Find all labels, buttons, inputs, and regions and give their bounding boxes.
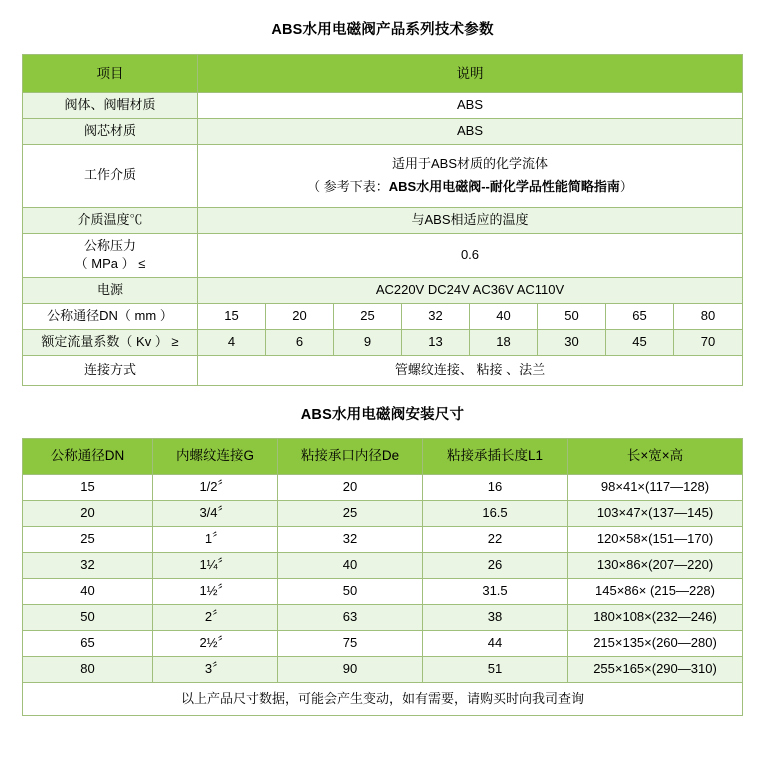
table-row bbox=[23, 500, 743, 526]
dims-cell: 1½〞 bbox=[153, 578, 278, 604]
table-row bbox=[23, 578, 743, 604]
dims-header-dn: 公称通径DN bbox=[23, 438, 153, 474]
dims-cell: 32 bbox=[278, 526, 423, 552]
dims-header-g: 内螺纹连接G bbox=[153, 438, 278, 474]
dn-value: 32 bbox=[402, 303, 470, 329]
dims-cell: 255×165×(290—310) bbox=[568, 656, 743, 682]
dims-cell: 3/4〞 bbox=[153, 500, 278, 526]
table-row bbox=[23, 119, 743, 145]
kv-value: 45 bbox=[606, 329, 674, 355]
row-value-nominal-pressure: 0.6 bbox=[198, 233, 743, 277]
page-title-dims: ABS水用电磁阀安装尺寸 bbox=[300, 406, 465, 423]
dims-cell: 25 bbox=[278, 500, 423, 526]
kv-value: 4 bbox=[198, 329, 266, 355]
dims-cell: 50 bbox=[23, 604, 153, 630]
row-value-media-temp: 与ABS相适应的温度 bbox=[198, 207, 743, 233]
media-line-2-suffix: ） bbox=[619, 178, 633, 194]
dn-value: 80 bbox=[674, 303, 743, 329]
spec-header-desc: 说明 bbox=[198, 55, 743, 93]
kv-value: 30 bbox=[538, 329, 606, 355]
dims-cell: 20 bbox=[278, 474, 423, 500]
row-label-core-material: 阀芯材质 bbox=[23, 119, 198, 145]
table-row-dn bbox=[23, 303, 743, 329]
dims-cell: 20 bbox=[23, 500, 153, 526]
dims-header-l1: 粘接承插长度L1 bbox=[423, 438, 568, 474]
dn-value: 40 bbox=[470, 303, 538, 329]
kv-value: 13 bbox=[402, 329, 470, 355]
table-row bbox=[23, 474, 743, 500]
dn-value: 65 bbox=[606, 303, 674, 329]
dims-cell: 22 bbox=[423, 526, 568, 552]
dimensions-table bbox=[22, 438, 743, 717]
table-row bbox=[23, 656, 743, 682]
dims-footnote: 以上产品尺寸数据，可能会产生变动，如有需要，请购买时向我司查询 bbox=[23, 682, 743, 716]
dims-cell: 2½〞 bbox=[153, 630, 278, 656]
row-label-working-media: 工作介质 bbox=[23, 145, 198, 208]
dims-cell: 103×47×(137—145) bbox=[568, 500, 743, 526]
dims-cell: 1〞 bbox=[153, 526, 278, 552]
spec-header-row bbox=[23, 55, 743, 93]
row-label-connection: 连接方式 bbox=[23, 355, 198, 385]
dims-cell: 65 bbox=[23, 630, 153, 656]
dn-value: 15 bbox=[198, 303, 266, 329]
table-row bbox=[23, 145, 743, 208]
dims-cell: 215×135×(260—280) bbox=[568, 630, 743, 656]
table-row bbox=[23, 207, 743, 233]
dims-cell: 40 bbox=[23, 578, 153, 604]
table-row bbox=[23, 630, 743, 656]
row-label-body-material: 阀体、阀帽材质 bbox=[23, 93, 198, 119]
dims-cell: 1¼〞 bbox=[153, 552, 278, 578]
dims-cell: 25 bbox=[23, 526, 153, 552]
row-value-working-media bbox=[198, 145, 743, 208]
dims-cell: 98×41×(117—128) bbox=[568, 474, 743, 500]
dims-cell: 1/2〞 bbox=[153, 474, 278, 500]
page-title-spec: ABS水用电磁阀产品系列技术参数 bbox=[271, 22, 494, 38]
dims-cell: 44 bbox=[423, 630, 568, 656]
dims-cell: 40 bbox=[278, 552, 423, 578]
dims-cell: 90 bbox=[278, 656, 423, 682]
dims-cell: 16.5 bbox=[423, 500, 568, 526]
dims-cell: 80 bbox=[23, 656, 153, 682]
table-row bbox=[23, 526, 743, 552]
dims-cell: 38 bbox=[423, 604, 568, 630]
media-line-2-prefix: （ 参考下表： bbox=[307, 178, 389, 194]
dims-cell: 63 bbox=[278, 604, 423, 630]
dims-cell: 145×86× (215—228) bbox=[568, 578, 743, 604]
nominal-pressure-line-1: 公称压力 bbox=[83, 237, 136, 253]
table-row bbox=[23, 277, 743, 303]
table-row bbox=[23, 552, 743, 578]
dims-cell: 31.5 bbox=[423, 578, 568, 604]
dims-cell: 3〞 bbox=[153, 656, 278, 682]
dims-cell: 26 bbox=[423, 552, 568, 578]
kv-value: 6 bbox=[266, 329, 334, 355]
media-line-1: 适用于ABS材质的化学流体 bbox=[391, 156, 548, 171]
row-value-body-material: ABS bbox=[198, 93, 743, 119]
row-label-dn: 公称通径DN（ mm ） bbox=[23, 303, 198, 329]
footnote-row bbox=[23, 682, 743, 716]
row-label-media-temp: 介质温度℃ bbox=[23, 207, 198, 233]
row-label-nominal-pressure bbox=[23, 233, 198, 277]
table-row bbox=[23, 233, 743, 277]
dims-cell: 15 bbox=[23, 474, 153, 500]
dims-header-lwh: 长×宽×高 bbox=[568, 438, 743, 474]
row-label-power: 电源 bbox=[23, 277, 198, 303]
row-value-connection: 管螺纹连接、 粘接 、法兰 bbox=[198, 355, 743, 385]
row-value-core-material: ABS bbox=[198, 119, 743, 145]
dims-cell: 75 bbox=[278, 630, 423, 656]
dims-header-de: 粘接承口内径De bbox=[278, 438, 423, 474]
row-label-kv: 额定流量系数（ Kv ） ≥ bbox=[23, 329, 198, 355]
row-value-power: AC220V DC24V AC36V AC110V bbox=[198, 277, 743, 303]
table-row bbox=[23, 355, 743, 385]
spec-header-item: 项目 bbox=[23, 55, 198, 93]
dims-cell: 120×58×(151—170) bbox=[568, 526, 743, 552]
dims-cell: 130×86×(207—220) bbox=[568, 552, 743, 578]
nominal-pressure-line-2: （ MPa ） ≤ bbox=[74, 256, 146, 271]
dims-cell: 16 bbox=[423, 474, 568, 500]
dims-cell: 2〞 bbox=[153, 604, 278, 630]
dims-cell: 50 bbox=[278, 578, 423, 604]
dims-header-row bbox=[23, 438, 743, 474]
spec-table bbox=[22, 54, 743, 386]
dims-cell: 51 bbox=[423, 656, 568, 682]
table-row bbox=[23, 93, 743, 119]
dn-value: 20 bbox=[266, 303, 334, 329]
kv-value: 70 bbox=[674, 329, 743, 355]
dims-cell: 32 bbox=[23, 552, 153, 578]
dn-value: 50 bbox=[538, 303, 606, 329]
table-row bbox=[23, 604, 743, 630]
dims-cell: 180×108×(232—246) bbox=[568, 604, 743, 630]
kv-value: 9 bbox=[334, 329, 402, 355]
media-line-2 bbox=[202, 176, 738, 199]
dn-value: 25 bbox=[334, 303, 402, 329]
table-row-kv bbox=[23, 329, 743, 355]
media-line-2-bold: ABS水用电磁阀--耐化学品性能简略指南 bbox=[388, 178, 620, 194]
kv-value: 18 bbox=[470, 329, 538, 355]
